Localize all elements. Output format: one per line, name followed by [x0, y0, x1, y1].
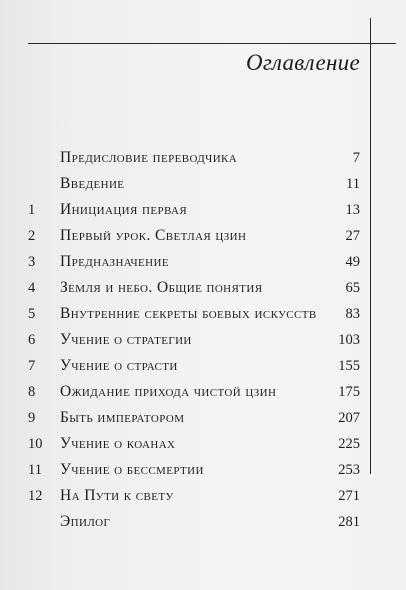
- toc-entry[interactable]: [0, 224, 406, 248]
- toc-entry[interactable]: [0, 172, 406, 196]
- chapter-number: 2: [28, 228, 36, 244]
- chapter-number: 5: [28, 306, 36, 322]
- toc-entry[interactable]: [0, 458, 406, 482]
- chapter-title: Учение о коанах: [60, 435, 176, 452]
- page-number: 253: [338, 462, 360, 478]
- chapter-number: 12: [28, 488, 43, 504]
- chapter-title: Учение о стратегии: [60, 331, 192, 348]
- toc-entry[interactable]: [0, 510, 406, 534]
- page-number: 65: [345, 280, 360, 296]
- chapter-title: Предисловие переводчика: [60, 149, 238, 166]
- chapter-title: Земля и небо. Общие понятия: [60, 279, 263, 296]
- chapter-title: Предназначение: [60, 253, 169, 270]
- chapter-number: 10: [28, 436, 43, 452]
- toc-entry[interactable]: [0, 250, 406, 274]
- page-number: 49: [345, 254, 360, 270]
- page-number: 27: [345, 228, 360, 244]
- toc-entry[interactable]: [0, 484, 406, 508]
- chapter-title: Учение о бессмертии: [60, 461, 204, 478]
- chapter-title: Первый урок. Светлая цзин: [60, 227, 247, 244]
- toc-entry[interactable]: [0, 146, 406, 170]
- chapter-number: 4: [28, 280, 36, 296]
- page-number: 11: [346, 176, 360, 192]
- toc-entry[interactable]: [0, 432, 406, 456]
- chapter-number: 1: [28, 202, 36, 218]
- page-number: 281: [338, 514, 360, 530]
- toc-entry[interactable]: [0, 354, 406, 378]
- chapter-title: Введение: [60, 175, 125, 192]
- chapter-number: 7: [28, 358, 36, 374]
- chapter-number: 9: [28, 410, 36, 426]
- chapter-number: 11: [28, 462, 42, 478]
- toc-entry[interactable]: [0, 276, 406, 300]
- chapter-title: Инициация первая: [60, 201, 188, 218]
- page-number: 13: [345, 202, 360, 218]
- chapter-number: 3: [28, 254, 36, 270]
- chapter-title: Быть императором: [60, 409, 185, 426]
- toc-entry[interactable]: [0, 198, 406, 222]
- page-number: 103: [338, 332, 360, 348]
- chapter-number: 6: [28, 332, 36, 348]
- page-number: 7: [352, 150, 360, 166]
- toc-entry[interactable]: [0, 328, 406, 352]
- page-number: 207: [338, 410, 360, 426]
- page-number: 83: [345, 306, 360, 322]
- page-number: 175: [338, 384, 360, 400]
- toc-entry[interactable]: [0, 302, 406, 326]
- chapter-title: Эпилог: [60, 513, 111, 530]
- chapter-title: На Пути к свету: [60, 487, 174, 504]
- page-number: 155: [338, 358, 360, 374]
- chapter-title: Внутренние секреты боевых искусств: [60, 305, 317, 322]
- chapter-number: 8: [28, 384, 36, 400]
- toc-entry[interactable]: [0, 380, 406, 404]
- chapter-title: Ожидание прихода чистой цзин: [60, 383, 277, 400]
- chapter-title: Учение о страсти: [60, 357, 178, 374]
- page-number: 225: [338, 436, 360, 452]
- page-number: 271: [338, 488, 360, 504]
- page-title: Оглавление: [245, 50, 360, 75]
- toc-entry[interactable]: [0, 406, 406, 430]
